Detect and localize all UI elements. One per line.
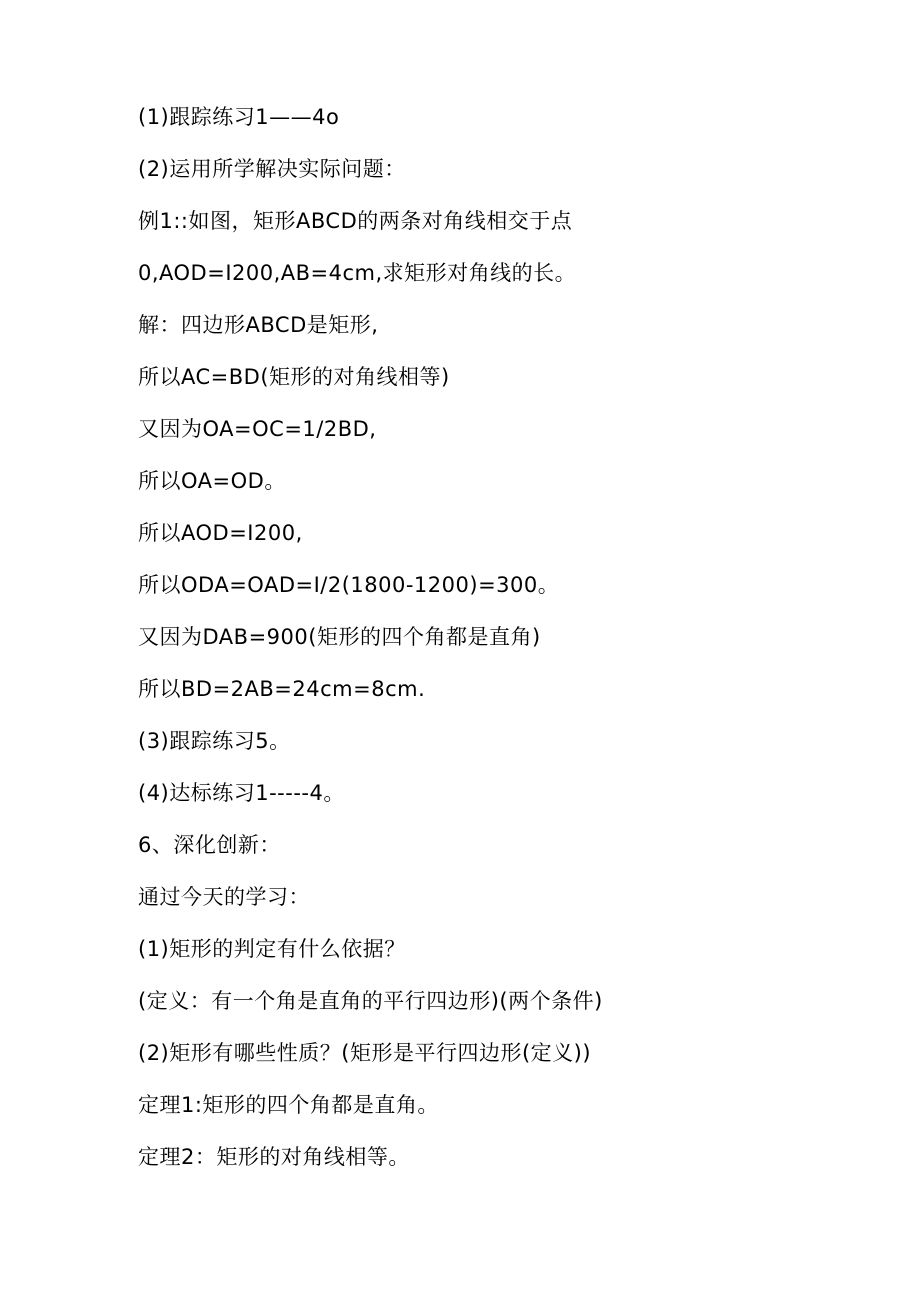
text-line: 所以ODA=OAD=I/2(1800-1200)=300。	[138, 573, 560, 597]
text-line: 通过今天的学习：	[138, 885, 310, 909]
text-line: (4)达标练习1-----4。	[138, 781, 345, 805]
text-line: 0,AOD=I200,AB=4cm,求矩形对角线的长。	[138, 261, 577, 285]
text-line: 解：四边形ABCD是矩形,	[138, 313, 379, 337]
text-line: 又因为OA=OC=1/2BD,	[138, 417, 377, 441]
text-line: 所以AOD=I200,	[138, 521, 303, 545]
text-line: (1)矩形的判定有什么依据？	[138, 937, 406, 961]
text-line: (2)运用所学解决实际问题：	[138, 157, 406, 181]
text-line: 所以OA=OD。	[138, 469, 286, 493]
text-line: 定理1:矩形的四个角都是直角。	[138, 1093, 439, 1117]
text-line: 所以AC=BD(矩形的对角线相等)	[138, 365, 450, 389]
text-line: 6、深化创新：	[138, 833, 281, 857]
text-line: 例1::如图，矩形ABCD的两条对角线相交于点	[138, 209, 573, 233]
text-line: (2)矩形有哪些性质？(矩形是平行四边形(定义))	[138, 1041, 592, 1065]
text-line: (1)跟踪练习1——4o	[138, 105, 340, 129]
text-line: 所以BD=2AB=24cm=8cm.	[138, 677, 426, 701]
text-line: (3)跟踪练习5。	[138, 729, 291, 753]
text-line: 又因为DAB=900(矩形的四个角都是直角)	[138, 625, 541, 649]
text-line: (定义：有一个角是直角的平行四边形)(两个条件)	[138, 989, 603, 1013]
text-line: 定理2：矩形的对角线相等。	[138, 1145, 410, 1169]
